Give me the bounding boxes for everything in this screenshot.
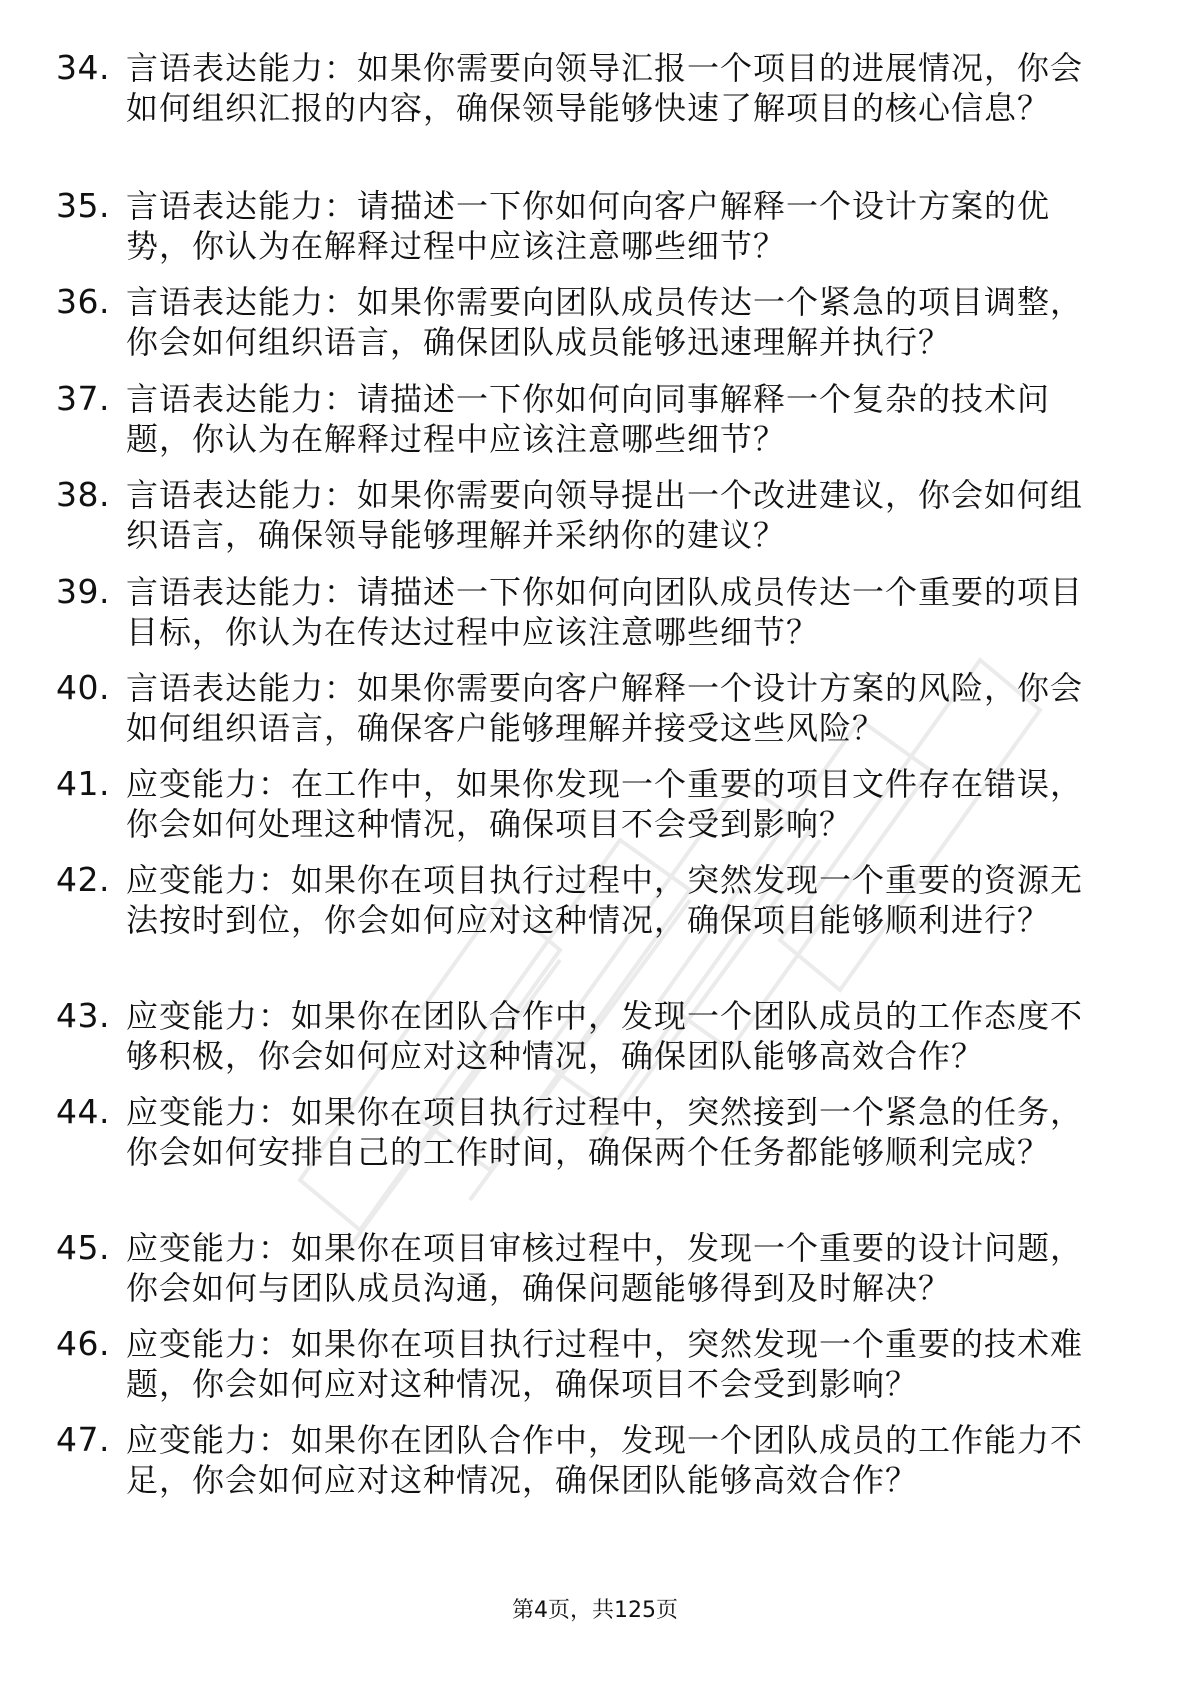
question-number: 45. — [56, 1228, 110, 1267]
question-number: 46. — [56, 1324, 110, 1363]
page-indicator: 第4页，共125页 — [512, 1598, 678, 1623]
question-number: 43. — [56, 996, 110, 1035]
question-text: 言语表达能力：请描述一下你如何向客户解释一个设计方案的优势，你认为在解释过程中应该注意哪些细节？ — [126, 187, 1051, 265]
question-number: 44. — [56, 1092, 110, 1131]
question-text: 应变能力：如果你在团队合作中，发现一个团队成员的工作态度不够积极，你会如何应对这种情况，确保团队能够高效合作？ — [126, 997, 1084, 1075]
question-number: 39. — [56, 572, 110, 611]
question-text: 言语表达能力：请描述一下你如何向团队成员传达一个重要的项目目标，你认为在传达过程中应该注意哪些细节？ — [126, 573, 1084, 651]
question-text: 应变能力：如果你在项目执行过程中，突然发现一个重要的技术难题，你会如何应对这种情况，确保项目不会受到影响？ — [126, 1325, 1084, 1403]
question-text: 应变能力：如果你在项目审核过程中，发现一个重要的设计问题，你会如何与团队成员沟通，确保问题能够得到及时解决？ — [126, 1229, 1084, 1307]
question-number: 42. — [56, 860, 110, 899]
question-text: 言语表达能力：请描述一下你如何向同事解释一个复杂的技术问题，你认为在解释过程中应该注意哪些细节？ — [126, 380, 1051, 458]
question-number: 37. — [56, 379, 110, 418]
question-text: 应变能力：在工作中，如果你发现一个重要的项目文件存在错误，你会如何处理这种情况，确保项目不会受到影响？ — [126, 765, 1084, 843]
question-text: 应变能力：如果你在团队合作中，发现一个团队成员的工作能力不足，你会如何应对这种情况，确保团队能够高效合作？ — [126, 1421, 1084, 1499]
question-text: 言语表达能力：如果你需要向领导汇报一个项目的进展情况，你会如何组织汇报的内容，确保领导能够快速了解项目的核心信息？ — [126, 49, 1084, 127]
question-number: 47. — [56, 1420, 110, 1459]
question-text: 应变能力：如果你在项目执行过程中，突然发现一个重要的资源无法按时到位，你会如何应对这种情况，确保项目能够顺利进行？ — [126, 861, 1084, 939]
question-text: 言语表达能力：如果你需要向团队成员传达一个紧急的项目调整，你会如何组织语言，确保团队成员能够迅速理解并执行？ — [126, 283, 1084, 361]
question-number: 41. — [56, 764, 110, 803]
question-number: 34. — [56, 48, 110, 87]
question-text: 言语表达能力：如果你需要向领导提出一个改进建议，你会如何组织语言，确保领导能够理解并采纳你的建议？ — [126, 476, 1084, 554]
question-number: 40. — [56, 668, 110, 707]
question-text: 应变能力：如果你在项目执行过程中，突然接到一个紧急的任务，你会如何安排自己的工作时间，确保两个任务都能够顺利完成？ — [126, 1093, 1084, 1171]
question-text: 言语表达能力：如果你需要向客户解释一个设计方案的风险，你会如何组织语言，确保客户能够理解并接受这些风险？ — [126, 669, 1084, 747]
question-number: 38. — [56, 475, 110, 514]
question-number: 36. — [56, 282, 110, 321]
question-number: 35. — [56, 186, 110, 225]
